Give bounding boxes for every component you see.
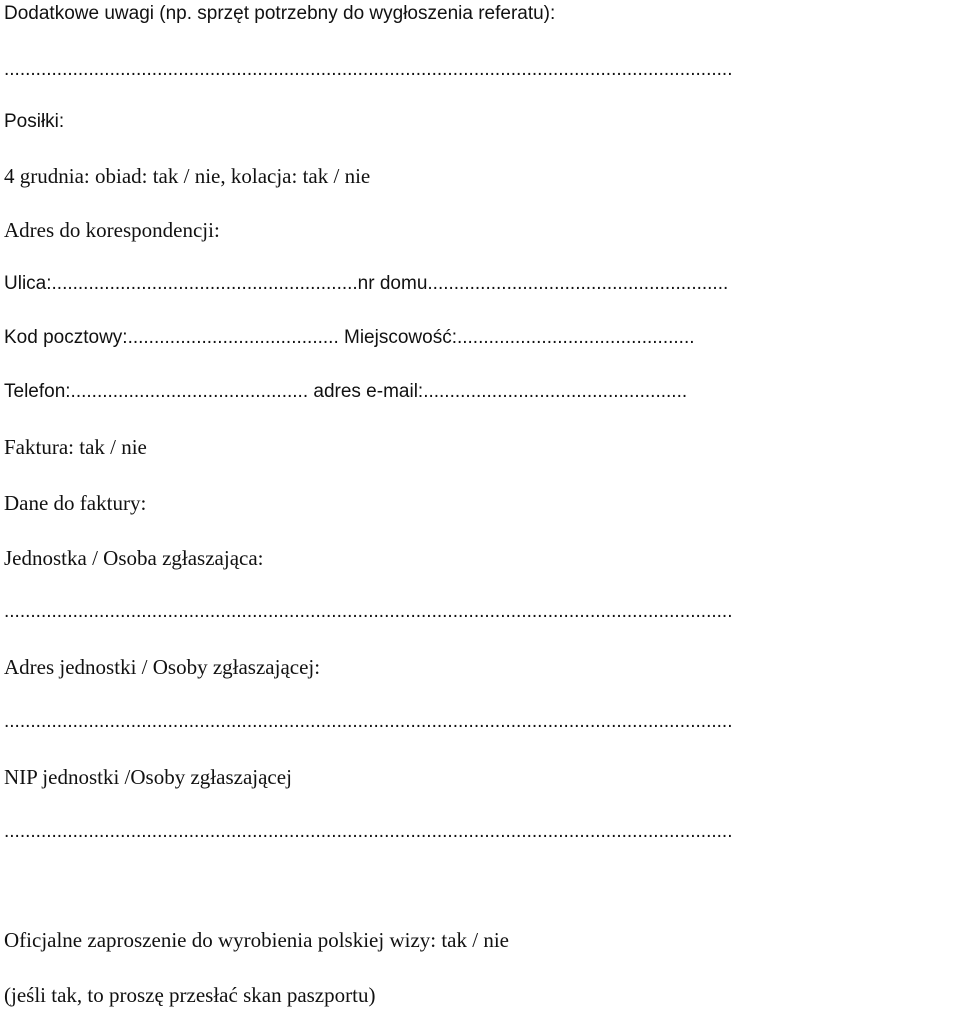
unit-fill-line: .......................................................................................................................................... [4, 601, 733, 622]
unit-address-fill-line: .......................................................................................................................................... [4, 711, 733, 732]
unit-address-label: Adres jednostki / Osoby zgłaszającej: [4, 655, 321, 679]
phone-line: Telefon:............................................. adres e-mail:.................................................. [4, 381, 688, 402]
unit-label: Jednostka / Osoba zgłaszająca: [4, 546, 264, 570]
meals-label: Posiłki: [4, 111, 65, 132]
nip-fill-line: .......................................................................................................................................... [4, 821, 733, 842]
postal-line: Kod pocztowy:........................................ Miejscowość:............................................. [4, 327, 695, 348]
nip-label: NIP jednostki /Osoby zgłaszającej [4, 765, 292, 789]
invoice-data-label: Dane do faktury: [4, 491, 147, 515]
meals-dec4-line: 4 grudnia: obiad: tak / nie, kolacja: tak / nie [4, 164, 371, 188]
address-label: Adres do korespondencji: [4, 218, 220, 242]
visa-note: (jeśli tak, to proszę przesłać skan paszportu) [4, 983, 376, 1007]
remarks-fill-line: .......................................................................................................................................... [4, 59, 733, 80]
invoice-line: Faktura: tak / nie [4, 435, 147, 459]
remarks-label: Dodatkowe uwagi (np. sprzęt potrzebny do wygłoszenia referatu): [4, 3, 556, 24]
visa-label: Oficjalne zaproszenie do wyrobienia polskiej wizy: tak / nie [4, 928, 509, 952]
street-line: Ulica:..........................................................nr domu......................................................... [4, 273, 729, 294]
